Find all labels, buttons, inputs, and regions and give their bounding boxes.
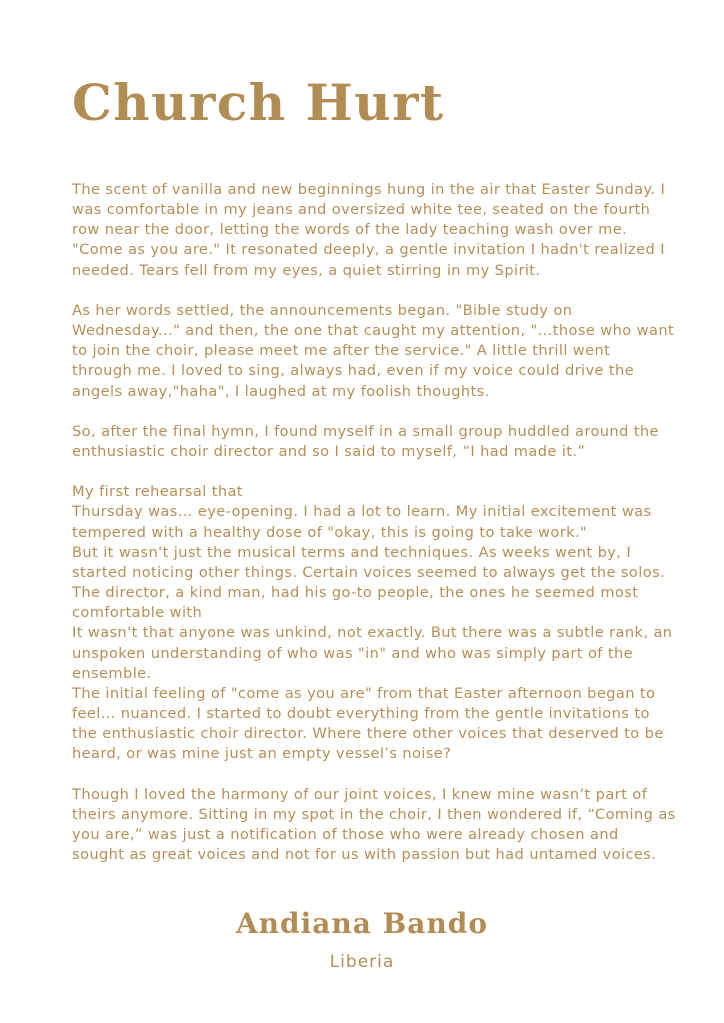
paragraph-line: tempered with a healthy dose of "okay, this is going to take work." [72,523,588,541]
paragraph-line: heard, or was mine just an empty vessel’s noise? [72,745,452,763]
paragraph-gap [72,402,662,422]
paragraph-line: It wasn't that anyone was unkind, not exactly. But there was a subtle rank, an [72,624,673,642]
paragraph [72,301,675,402]
paragraph-line: Though I loved the harmony of our joint voices, I knew mine wasn’t part of [72,785,648,803]
story-body [72,180,676,865]
paragraph-line: sought as great voices and not for us with passion but had untamed voices. [72,846,657,864]
paragraph-line: As her words settled, the announcements began. "Bible study on [72,301,573,319]
paragraph-line: angels away,"haha", I laughed at my foolish thoughts. [72,382,490,400]
paragraph [72,422,662,462]
paragraph-line: you are,” was just a notification of those who were already chosen and [72,825,619,843]
paragraph-line: comfortable with [72,604,203,622]
paragraph-line: enthusiastic choir director and so I said to myself, “I had made it.” [72,443,586,460]
paragraph-line: The scent of vanilla and new beginnings hung in the air that Easter Sunday. I [72,181,666,198]
paragraph-line: Wednesday..." and then, the one that caught my attention, "...those who want [72,322,675,340]
paragraph-line: started noticing other things. Certain voices seemed to always get the solos. [72,563,666,581]
paragraph-line: needed. Tears fell from my eyes, a quiet stirring in my Spirit. [72,261,541,279]
paragraph-line: My first rehearsal that [72,483,243,501]
paragraph [72,785,676,866]
paragraph-line: unspoken understanding of who was "in" and who was simply part of the [72,644,634,662]
paragraph-line: The director, a kind man, had his go-to people, the ones he seemed most [72,584,639,602]
page-title: Church Hurt [72,73,445,132]
paragraph-line: through me. I loved to sing, always had, even if my voice could drive the [72,362,635,380]
paragraph-line: to join the choir, please meet me after the service." A little thrill went [72,342,611,360]
paragraph-line: But it wasn't just the musical terms and techniques. As weeks went by, I [72,543,632,561]
paragraph-line: feel… nuanced. I started to doubt everything from the gentle invitations to [72,705,650,723]
paragraph-line: So, after the final hymn, I found myself in a small group huddled around the [72,422,659,440]
paragraph-line: the enthusiastic choir director. Where there other voices that deserved to be [72,725,664,743]
paragraph-gap [72,462,662,482]
paragraph-line: ensemble. [72,664,152,682]
paragraph-line: theirs anymore. Sitting in my spot in the choir, I then wondered if, “Coming as [72,805,676,823]
author-location: Liberia [329,952,395,972]
paragraph-line: "Come as you are." It resonated deeply, a gentle invitation I hadn't realized I [72,241,665,259]
paragraph [72,180,666,281]
paragraph-line: The initial feeling of "come as you are" from that Easter afternoon began to [72,684,656,702]
author-name: Andiana Bando [235,907,489,940]
paragraph-gap [72,281,662,301]
paragraph-line: Thursday was… eye-opening. I had a lot to learn. My initial excitement was [72,503,652,521]
paragraph [72,482,673,764]
paragraph-gap [72,764,662,784]
paragraph-line: row near the door, letting the words of the lady teaching wash over me. [72,221,628,239]
paragraph-line: was comfortable in my jeans and oversized white tee, seated on the fourth [72,201,651,219]
